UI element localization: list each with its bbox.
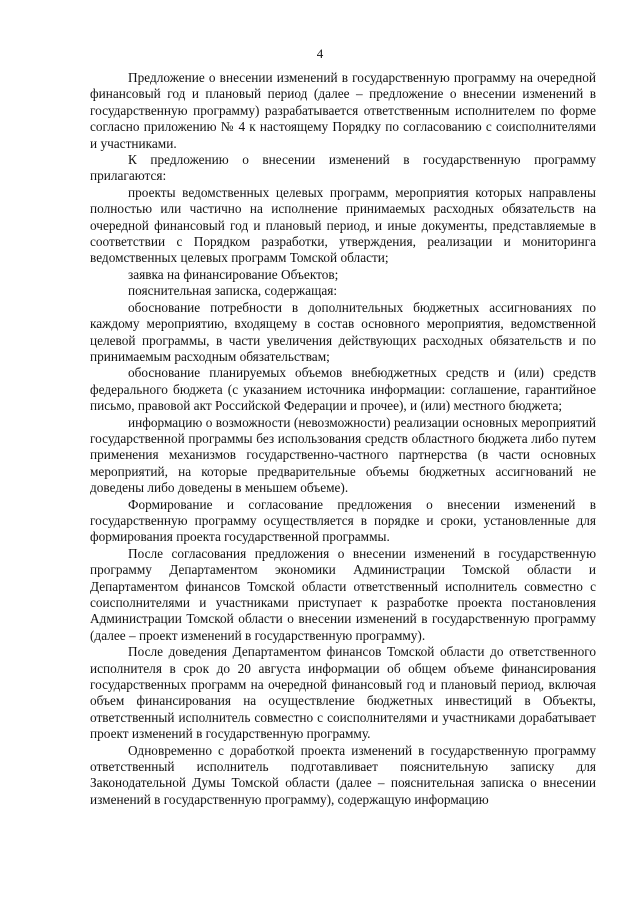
document-body [90,70,596,808]
paragraph: информацию о возможности (невозможности) реализации основных мероприятий государственной программы без использования средств областного бюджета либо путем применения механизмов государственно-частного партнерства (в части основных мероприятий, на которые предварительные объемы бюджетных ассигнований не доведены либо доведены в меньшем объеме). [90,414,596,496]
paragraph: обоснование планируемых объемов внебюджетных средств и (или) средств федерального бюджета (с указанием источника информации: соглашение, гарантийное письмо, правовой акт Российской Федерации и прочее), и (или) местного бюджета; [90,365,596,414]
paragraph: Предложение о внесении изменений в государственную программу на очередной финансовый год и плановый период (далее – предложение о внесении изменений в государственную программу) разрабатывается ответственным исполнителем по форме согласно приложению № 4 к настоящему Порядку по согласованию с соисполнителями и участниками. [90,70,596,151]
paragraph: Формирование и согласование предложения о внесении изменений в государственную программу осуществляется в порядке и сроки, установленные для формирования проекта государственной программы. [90,496,596,545]
page-number: 4 [316,46,324,61]
paragraph: обоснование потребности в дополнительных бюджетных ассигнованиях по каждому мероприятию, входящему в состав основного мероприятия, ведомственной целевой программы, в части увеличения действующих расходных обязательств и по принимаемым расходным обязательствам; [90,299,596,364]
paragraph: После доведения Департаментом финансов Томской области до ответственного исполнителя в срок до 20 августа информации об общем объеме финансирования государственных программ на очередной финансовый год и плановый период, включая объем финансирования на осуществление бюджетных инвестиций в Объекты, ответственный исполнитель совместно с соисполнителями и участниками дорабатывает проект изменений в государственную программу. [90,644,596,742]
paragraph: Одновременно с доработкой проекта изменений в государственную программу ответственный исполнитель подготавливает пояснительную записку для Законодательной Думы Томской области (далее – пояснительная записка о внесении изменений в государственную программу), содержащую информацию [90,742,596,807]
paragraph: пояснительная записка, содержащая: [128,283,338,299]
paragraph: проекты ведомственных целевых программ, мероприятия которых направлены полностью или частично на исполнение принимаемых расходных обязательств на очередной финансовый год и плановый период, и иные документы, представляемые в соответствии с Порядком разработки, утверждения, реализации и мониторинга ведомственных целевых программ Томской области; [90,184,596,266]
paragraph: После согласования предложения о внесении изменений в государственную программу Департаментом экономики Администрации Томской области и Департаментом финансов Томской области ответственный исполнитель совместно с соисполнителями и участниками приступает к разработке проекта постановления Администрации Томской области о внесении изменений в государственную программу (далее – проект изменений в государственную программу). [90,545,596,643]
paragraph: К предложению о внесении изменений в государственную программу прилагаются: [90,152,596,184]
paragraph: заявка на финансирование Объектов; [128,266,339,282]
